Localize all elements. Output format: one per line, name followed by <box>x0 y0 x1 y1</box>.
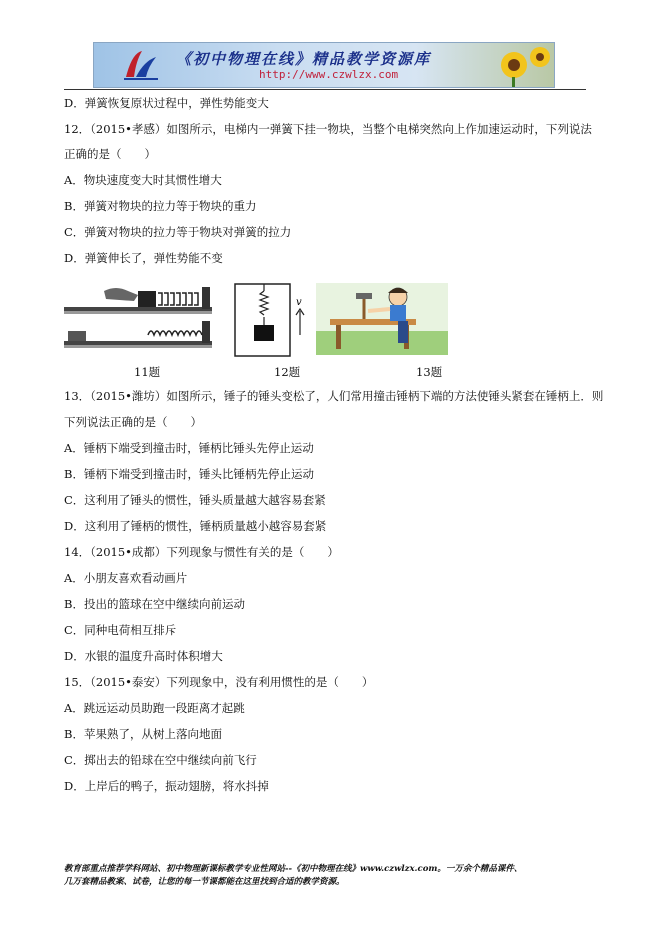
q13-option-c: C．这利用了锤头的惯性，锤头质量越大越容易套紧 <box>64 493 326 507</box>
figure-13 <box>316 283 448 355</box>
banner-title: 《初中物理在线》精品教学资源库 <box>176 50 432 68</box>
q15-stem: 15．（2015•泰安）下列现象中，没有利用惯性的是（ ） <box>64 675 374 689</box>
header-rule <box>64 89 586 90</box>
q12-stem-line2: 正确的是（ ） <box>64 147 156 161</box>
q13-option-b: B．锤柄下端受到撞击时，锤头比锤柄先停止运动 <box>64 467 314 481</box>
q14-option-c: C．同种电荷相互排斥 <box>64 623 177 637</box>
q13-option-d: D．这利用了锤柄的惯性，锤柄质量越小越容易套紧 <box>64 519 327 533</box>
q15-option-a: A．跳远运动员助跑一段距离才起跳 <box>64 701 245 715</box>
q13-stem-line2: 下列说法正确的是（ ） <box>64 415 202 429</box>
figure-13-caption: 13题 <box>416 365 443 379</box>
q11-option-d: D．弹簧恢复原状过程中，弹性势能变大 <box>64 96 269 110</box>
q15-option-b: B．苹果熟了，从树上落向地面 <box>64 727 222 741</box>
logo-icon <box>122 47 162 83</box>
q12-stem-line1: 12．（2015•孝感）如图所示，电梯内一弹簧下挂一物块，当整个电梯突然向上作加速运动时，下列说法 <box>64 122 592 136</box>
figure-11-caption: 11题 <box>134 365 161 379</box>
q13-option-a: A．锤柄下端受到撞击时，锤柄比锤头先停止运动 <box>64 441 314 455</box>
page-footer <box>64 863 604 889</box>
q15-option-c: C．掷出去的铅球在空中继续向前飞行 <box>64 753 257 767</box>
q12-option-d: D．弹簧伸长了，弹性势能不变 <box>64 251 223 265</box>
q12-option-a: A．物块速度变大时其惯性增大 <box>64 173 222 187</box>
q14-stem: 14．（2015•成都）下列现象与惯性有关的是（ ） <box>64 545 339 559</box>
header-banner <box>93 42 555 88</box>
q14-option-d: D．水银的温度升高时体积增大 <box>64 649 223 663</box>
footer-line2: 几万套精品教案、试卷，让您的每一节课都能在这里找到合适的教学资源。 <box>64 877 345 887</box>
figure-12 <box>234 283 314 358</box>
q12-option-c: C．弹簧对物块的拉力等于物块对弹簧的拉力 <box>64 225 292 239</box>
figure-12-caption: 12题 <box>274 365 301 379</box>
q12-option-b: B．弹簧对物块的拉力等于物块的重力 <box>64 199 257 213</box>
footer-line1: 教育部重点推荐学科网站、初中物理新课标教学专业性网站--《初中物理在线》www.czwlzx.com。一万余个精品课件、 <box>64 864 523 874</box>
q15-option-d: D．上岸后的鸭子，振动翅膀，将水抖掉 <box>64 779 269 793</box>
velocity-label: v <box>296 297 302 308</box>
q14-option-b: B．投出的篮球在空中继续向前运动 <box>64 597 245 611</box>
banner-url: http://www.czwlzx.com <box>259 68 399 81</box>
q13-stem-line1: 13．（2015•潍坊）如图所示，锤子的锤头变松了，人们常用撞击锤柄下端的方法使锤头紧套在锤柄上．则 <box>64 389 604 403</box>
figure-11 <box>64 283 214 353</box>
q14-option-a: A．小朋友喜欢看动画片 <box>64 571 188 585</box>
sunflower-icon <box>492 43 552 87</box>
